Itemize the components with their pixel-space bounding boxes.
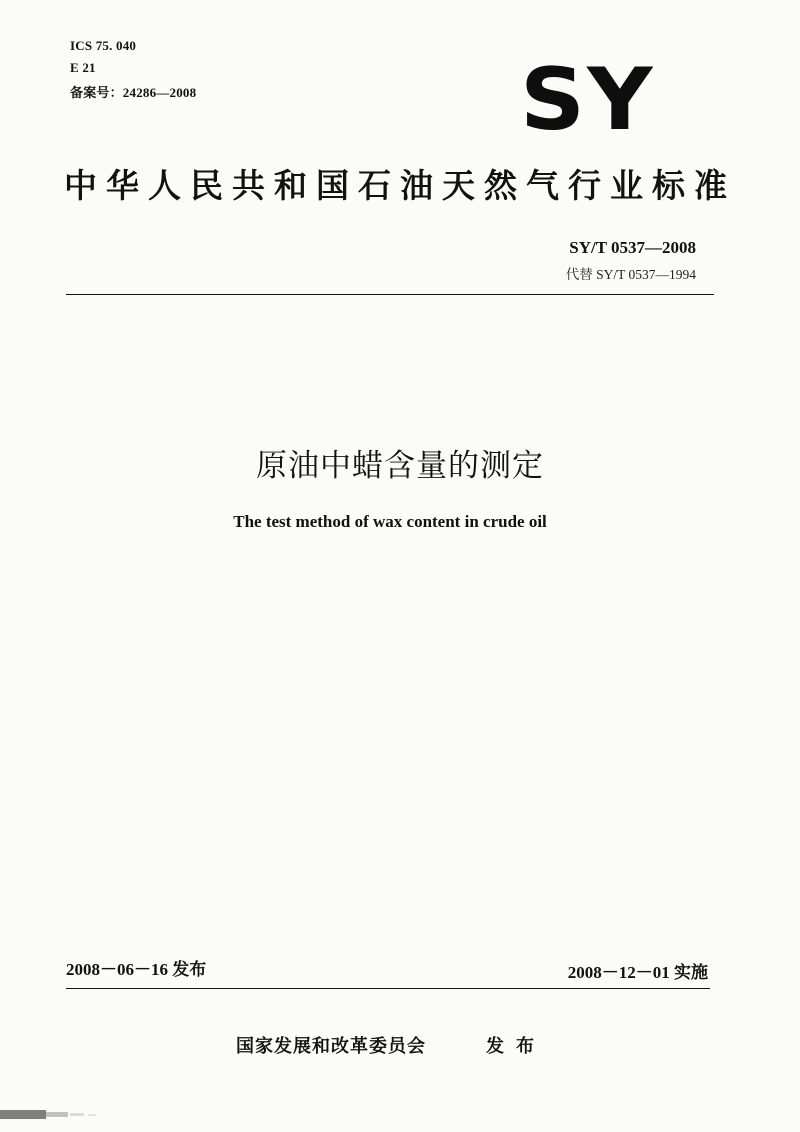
sy-logo: SY xyxy=(520,50,655,150)
ics-code: ICS 75. 040 xyxy=(70,38,137,53)
record-number: 备案号：24286—2008 xyxy=(70,85,197,100)
effective-date: 2008－12－01 实施 xyxy=(567,963,708,982)
issue-label: 发布 xyxy=(486,1036,546,1057)
scan-artifact xyxy=(0,1108,110,1122)
classification-code: E 21 xyxy=(70,60,96,75)
publish-date: 2008－06－16 发布 xyxy=(66,960,207,979)
issuing-authority: 国家发展和改革委员会 xyxy=(236,1036,426,1057)
top-divider xyxy=(66,294,714,295)
replaces-standard: 代替 SY/T 0537—1994 xyxy=(565,267,696,282)
bottom-divider xyxy=(66,988,710,989)
standard-number: SY/T 0537—2008 xyxy=(569,238,696,257)
document-title-en: The test method of wax content in crude oil xyxy=(233,512,547,531)
document-title-cn: 原油中蜡含量的测定 xyxy=(256,448,544,484)
industry-standard-title: 中华人民共和国石油天然气行业标准 xyxy=(64,166,736,205)
